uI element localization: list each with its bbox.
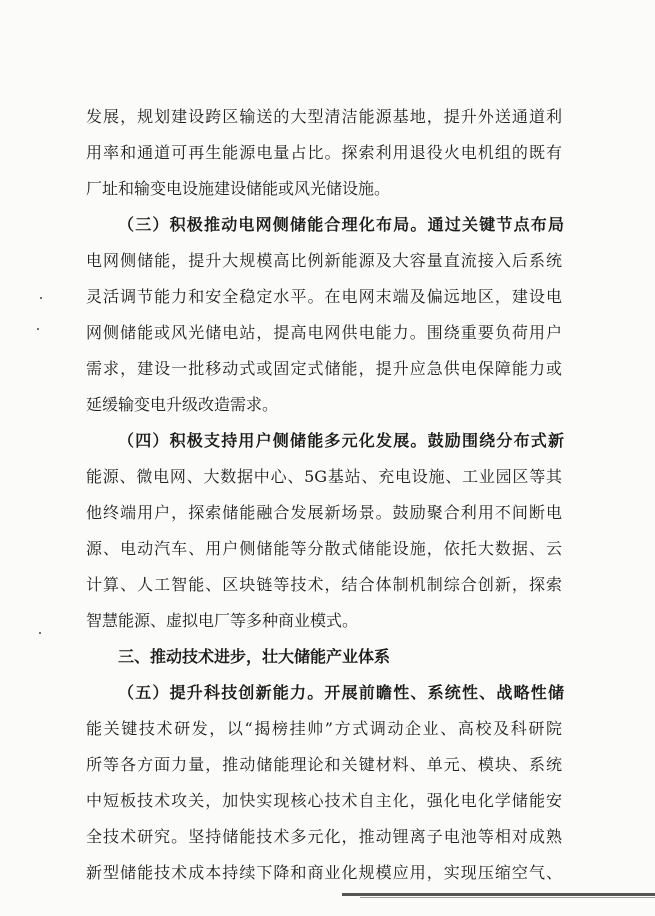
line-text: 智慧能源、虚拟电厂等多种商业模式。 (86, 611, 359, 630)
line-text: 用率和通道可再生能源电量占比。探索利用退役火电机组的既有 (86, 143, 562, 162)
text-line (0, 389, 655, 421)
text-line (0, 425, 655, 457)
line-text: 厂址和输变电设施建设储能或风光储设施。 (86, 179, 391, 198)
line-text: 所等各方面力量，推动储能理论和关键材料、单元、模块、系统 (86, 755, 562, 774)
text-line (0, 713, 655, 745)
text-line (0, 857, 655, 889)
line-text: 计算、人工智能、区块链等技术，结合体制机制综合创新，探索 (86, 575, 562, 594)
line-text: （五）提升科技创新能力。开展前瞻性、系统性、战略性储 (118, 683, 564, 702)
chapter-heading: 三、推动技术进步，壮大储能产业体系 (118, 647, 391, 666)
text-line (0, 173, 655, 205)
line-text: 需求，建设一批移动式或固定式储能，提升应急供电保障能力或 (86, 359, 562, 378)
text-line (0, 101, 655, 133)
line-text: 新型储能技术成本持续下降和商业化规模应用，实现压缩空气、 (86, 863, 562, 882)
scan-speck (39, 632, 41, 634)
scan-speck (37, 328, 39, 330)
bottom-rule (342, 893, 655, 896)
text-line (0, 137, 655, 169)
line-text: 源、电动汽车、用户侧储能等分散式储能设施，依托大数据、云 (86, 539, 562, 558)
text-line (0, 641, 655, 673)
section-heading-three: （三）积极推动电网侧储能合理化布局。通过关键节点布局 (118, 215, 564, 234)
text-line (0, 605, 655, 637)
line-text: 发展，规划建设跨区输送的大型清洁能源基地，提升外送通道利 (86, 107, 562, 126)
section-heading-four: （四）积极支持用户侧储能多元化发展。鼓励围绕分布式新 (118, 431, 564, 450)
line-text: 网侧储能或风光储电站，提高电网供电能力。围绕重要负荷用户 (86, 323, 562, 342)
text-line (0, 821, 655, 853)
text-line (0, 353, 655, 385)
line-text: 能源、微电网、大数据中心、5G基站、充电设施、工业园区等其 (86, 467, 562, 486)
section-heading-five (118, 677, 564, 709)
text-line (0, 209, 655, 241)
line-text: 灵活调节能力和安全稳定水平。在电网末端及偏远地区，建设电 (86, 287, 562, 306)
line-text: 全技术研究。坚持储能技术多元化，推动锂离子电池等相对成熟 (86, 827, 562, 846)
text-line (0, 245, 655, 277)
line-text: 中短板技术攻关，加快实现核心技术自主化，强化电化学储能安 (86, 791, 562, 810)
text-line (0, 533, 655, 565)
text-line (0, 497, 655, 529)
text-line (0, 749, 655, 781)
line-text: 电网侧储能，提升大规模高比例新能源及大容量直流接入后系统 (86, 251, 562, 270)
line-text: 延缓输变电升级改造需求。 (86, 395, 279, 414)
text-line (0, 569, 655, 601)
scan-speck (40, 297, 42, 299)
text-line (0, 677, 655, 709)
line-text: 他终端用户，探索储能融合发展新场景。鼓励聚合利用不间断电 (86, 503, 562, 522)
text-line (0, 785, 655, 817)
line-text: 能关键技术研发，以“揭榜挂帅”方式调动企业、高校及科研院 (86, 719, 562, 738)
text-line (0, 281, 655, 313)
bottom-rule-shadow (360, 897, 655, 898)
text-line (0, 317, 655, 349)
text-line (0, 461, 655, 493)
